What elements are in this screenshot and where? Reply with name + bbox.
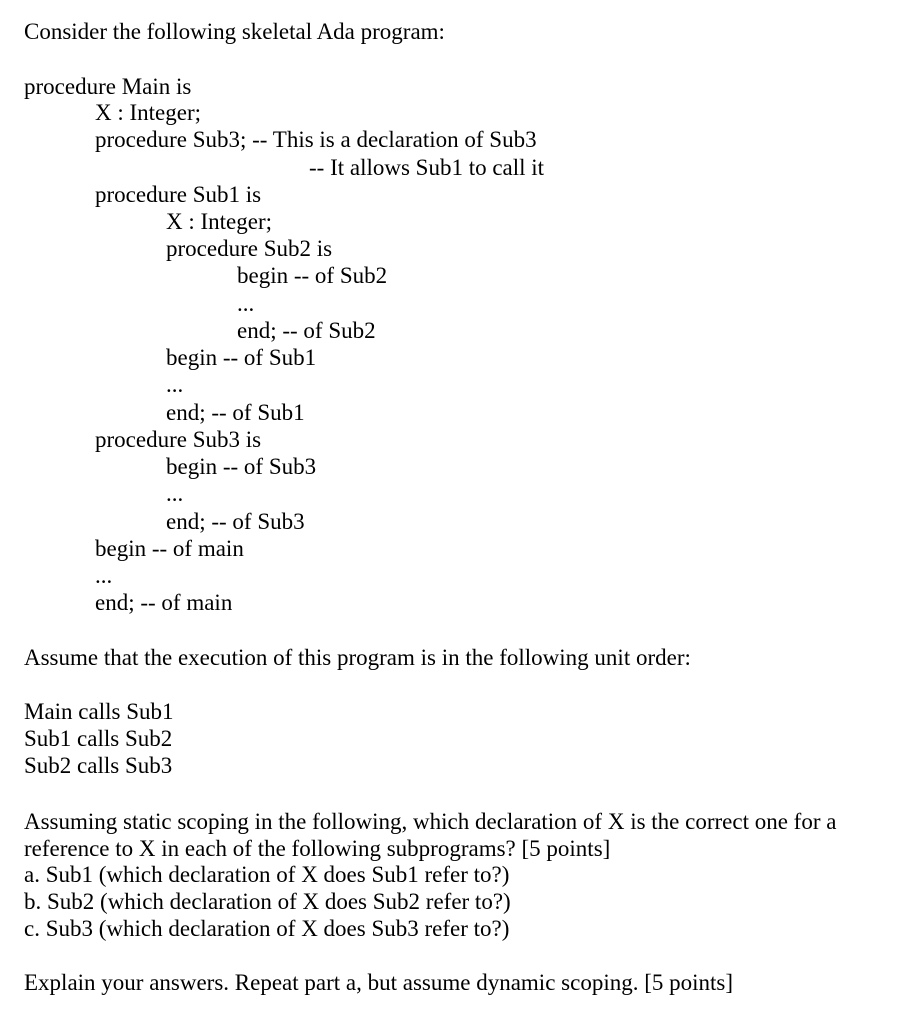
code-line: end; -- of Sub2	[237, 318, 376, 343]
code-line: ...	[166, 372, 184, 397]
code-line: X : Integer;	[95, 100, 202, 125]
code-line: ...	[95, 563, 113, 588]
code-line: begin -- of Sub3	[166, 454, 317, 479]
question-line: Assuming static scoping in the following, which declaration of X is the correct one for a	[24, 809, 837, 834]
final-instruction: Explain your answers. Repeat part a, but assume dynamic scoping. [5 points]	[24, 970, 734, 995]
code-line: end; -- of main	[95, 590, 233, 615]
code-line: procedure Sub2 is	[166, 236, 333, 261]
question-line: reference to X in each of the following subprograms? [5 points]	[24, 836, 611, 861]
question-line: b. Sub2 (which declaration of X does Sub2 refer to?)	[24, 889, 511, 914]
code-line: end; -- of Sub3	[166, 509, 305, 534]
code-line: procedure Sub3; -- This is a declaration of Sub3	[95, 127, 537, 152]
call-line: Sub1 calls Sub2	[24, 726, 173, 751]
code-line: ...	[237, 291, 255, 316]
question-line: a. Sub1 (which declaration of X does Sub1 refer to?)	[24, 862, 510, 887]
code-line: begin -- of Sub1	[166, 345, 317, 370]
code-line: begin -- of main	[95, 536, 244, 561]
call-line: Sub2 calls Sub3	[24, 753, 173, 778]
code-line: -- It allows Sub1 to call it	[309, 155, 545, 180]
code-line: X : Integer;	[166, 209, 273, 234]
code-line: procedure Sub1 is	[95, 182, 262, 207]
code-line: procedure Sub3 is	[95, 427, 262, 452]
code-line: end; -- of Sub1	[166, 400, 305, 425]
intro-text: Consider the following skeletal Ada program:	[24, 19, 445, 44]
call-line: Main calls Sub1	[24, 699, 174, 724]
question-line: c. Sub3 (which declaration of X does Sub3 refer to?)	[24, 916, 510, 941]
code-line: ...	[166, 481, 184, 506]
order-intro-text: Assume that the execution of this program is in the following unit order:	[24, 645, 691, 670]
code-line: procedure Main is	[24, 74, 192, 99]
code-line: begin -- of Sub2	[237, 263, 388, 288]
